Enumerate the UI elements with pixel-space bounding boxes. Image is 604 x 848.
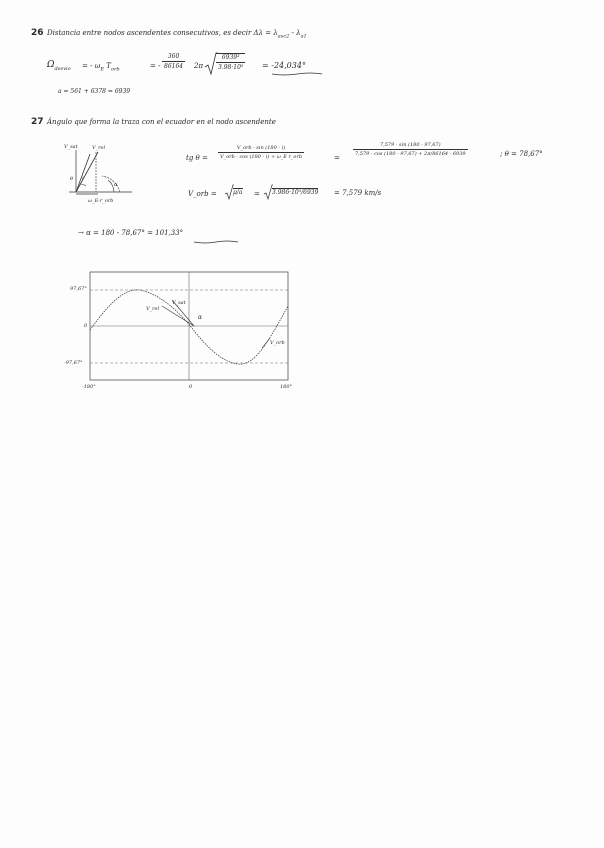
vorb-root: μ/a <box>233 189 243 196</box>
question-number: 26 <box>31 28 44 38</box>
x-label-right: 180° <box>280 384 293 390</box>
label-alpha: α <box>114 182 118 188</box>
vorb-root-numeric: 3.986·10⁵/6939 <box>272 189 319 196</box>
tg-lhs: tg θ = <box>186 154 208 162</box>
graph-label-alpha: α <box>198 314 203 321</box>
label-i: i <box>82 176 84 182</box>
y-label-zero: 0 <box>84 323 88 329</box>
label-base: ω_E·r_orb <box>88 198 114 204</box>
tg-fraction-symbolic: V_orb · sin (180 - i) V_orb · cos (180 - i) + ω_E r_orb <box>220 145 303 160</box>
vorb-result: = 7,579 km/s <box>334 189 382 197</box>
two-pi: 2π <box>194 62 204 70</box>
label-vsat: V_sat <box>64 144 78 150</box>
result-underline <box>272 72 322 78</box>
label-theta: θ <box>70 176 74 182</box>
eq-neg: = - <box>150 62 161 70</box>
semi-major-axis-note: a = 561 + 6378 = 6939 <box>58 88 131 95</box>
y-label-bottom: -97,67° <box>64 360 83 366</box>
y-label-top: 97,67° <box>70 286 87 292</box>
graph-frame <box>90 272 290 382</box>
root-fraction: $\frac{\text{6939³}}{\text{3.98·10⁵}}$ <box>218 54 244 71</box>
omega-mid: = - $\omega_E$ $T_{orb}$ <box>82 62 120 73</box>
vorb-lhs: V_orb = <box>188 190 217 198</box>
question-title: Ángulo que forma la traza con el ecuador en el nodo ascendente <box>47 118 276 126</box>
omega-lhs: $\Omega_{desvio}$ <box>47 60 71 72</box>
graph-label-vsat: V_sat <box>172 300 186 306</box>
alpha-result-line: → α = 180 - 78,67° = 101,33° <box>78 229 184 237</box>
eq-sign: = <box>334 154 340 162</box>
theta-result: ; θ = 78,67° <box>500 150 543 158</box>
result-24: = -24,034° <box>262 61 306 70</box>
fraction-360-86164: $\frac{360}{86164}$ <box>164 53 184 70</box>
vorb-eq: = <box>254 190 260 198</box>
graph-label-vorb: V_orb <box>270 340 285 346</box>
label-vrel: V_rel <box>92 145 106 151</box>
alpha-underline <box>194 240 238 246</box>
question-number: 27 <box>31 117 44 127</box>
graph-label-vrel: V_rel <box>146 306 160 312</box>
x-label-left: -180° <box>82 384 96 390</box>
x-label-mid: 0 <box>189 384 193 390</box>
question-title: Distancia entre nodos ascendentes consecutivos, es decir $\Delta\lambda = \lambda_{asc2} - \lambda_{a1}$ <box>47 29 307 40</box>
tg-fraction-numeric: $\frac{7,579 \cdot \sin (180 - 97,67)}{7,579 \cdot \cos (180 - 97,67) + 2\pi/86164 \cdot 6939}$ <box>355 142 466 157</box>
